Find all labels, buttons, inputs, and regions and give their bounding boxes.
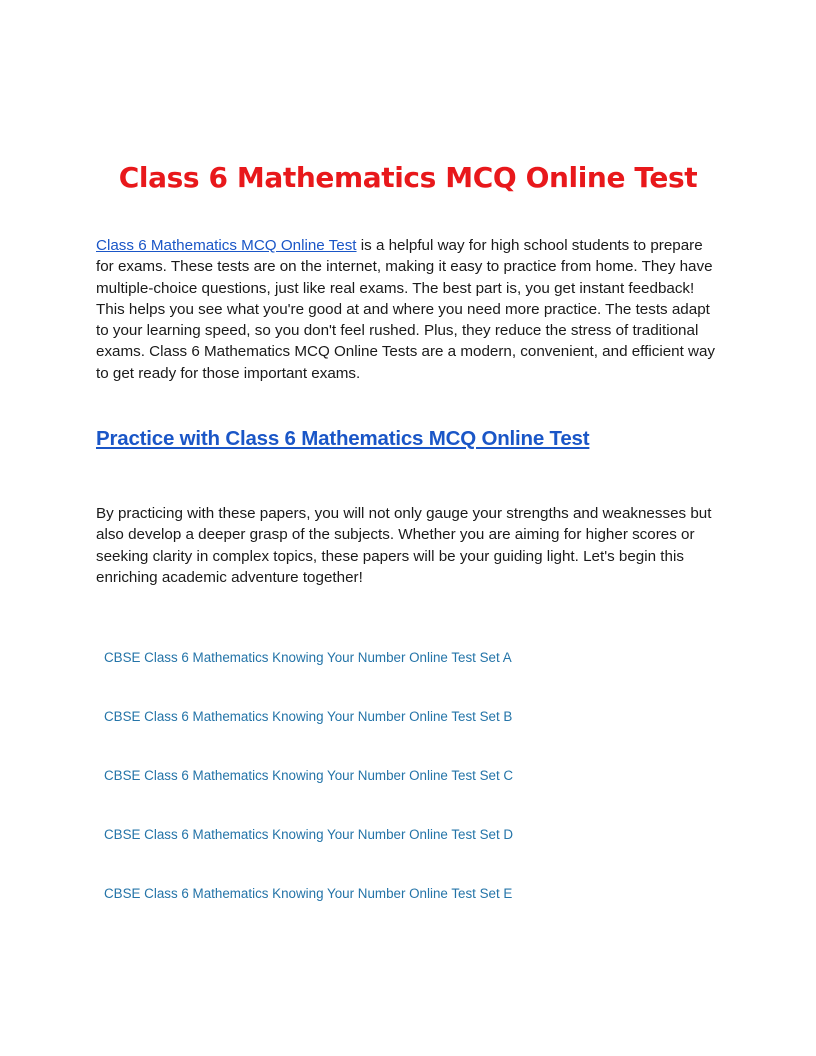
- page-title: Class 6 Mathematics MCQ Online Test: [118, 161, 698, 194]
- test-link-set-e[interactable]: CBSE Class 6 Mathematics Knowing Your Number Online Test Set E: [104, 886, 513, 901]
- list-item: [104, 825, 513, 884]
- test-link-set-a[interactable]: CBSE Class 6 Mathematics Knowing Your Number Online Test Set A: [104, 650, 512, 665]
- list-item: [104, 648, 513, 707]
- test-link-set-d[interactable]: CBSE Class 6 Mathematics Knowing Your Number Online Test Set D: [104, 827, 514, 842]
- intro-text: is a helpful way for high school students to prepare for exams. These tests are on the internet, making it easy to practice from home. They have multiple-choice questions, just like real exams. The best part is, you get instant feedback! This helps you see what you're good at and where you need more practice. The tests adapt to your learning speed, so you don't feel rushed. Plus, they reduce the stress of traditional exams. Class 6 Mathematics MCQ Online Tests are a modern, convenient, and efficient way to get ready for those important exams.: [96, 237, 716, 382]
- intro-link[interactable]: Class 6 Mathematics MCQ Online Test: [96, 237, 357, 254]
- section-heading-link[interactable]: Practice with Class 6 Mathematics MCQ Online Test: [96, 427, 590, 450]
- list-item: [104, 766, 513, 825]
- test-link-set-b[interactable]: CBSE Class 6 Mathematics Knowing Your Number Online Test Set B: [104, 709, 513, 724]
- list-item: [104, 707, 513, 766]
- test-links-list: [104, 648, 513, 943]
- practice-paragraph: By practicing with these papers, you will not only gauge your strengths and weaknesses but also develop a deeper grasp of the subjects. Whether you are aiming for higher scores or seeking clarity in complex topics, these papers will be your guiding light. Let's begin this enriching academic adventure together!: [96, 505, 712, 586]
- list-item: [104, 884, 513, 943]
- test-link-set-c[interactable]: CBSE Class 6 Mathematics Knowing Your Number Online Test Set C: [104, 768, 514, 783]
- intro-paragraph: [96, 235, 722, 384]
